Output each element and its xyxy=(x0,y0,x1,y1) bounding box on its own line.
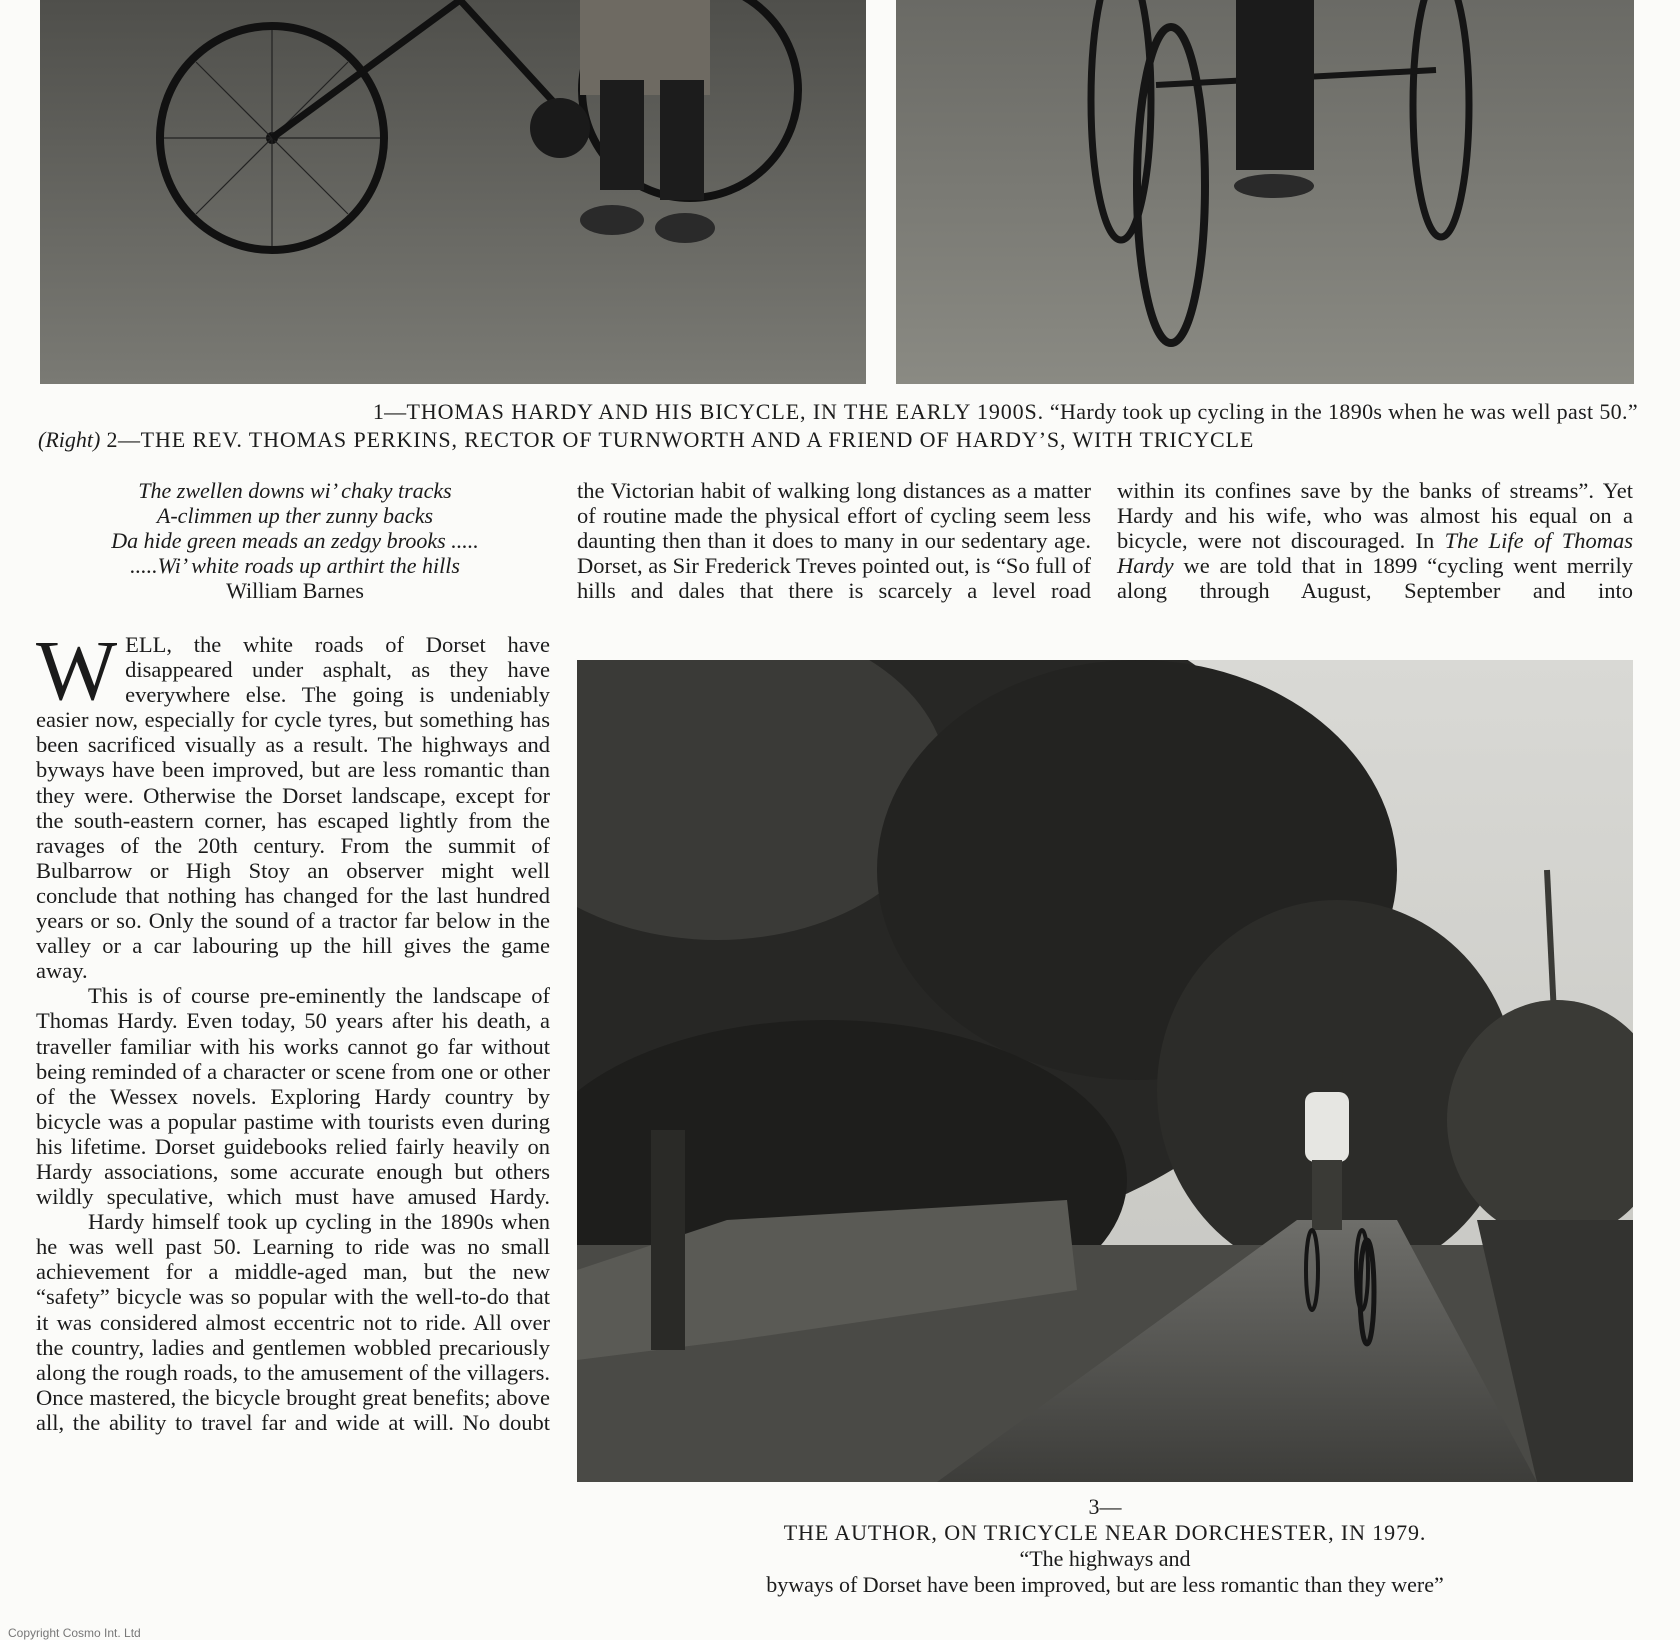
poem-attribution: William Barnes xyxy=(226,578,364,603)
article-column-3 xyxy=(1117,478,1633,603)
caption-line: byways of Dorset have been improved, but are less romantic than they were” xyxy=(766,1572,1444,1597)
paragraph: the Victorian habit of walking long distances as a matter of routine made the physical effort of cycling seem less daunting then than it does to many in our sedentary age. Dorset, as Sir Frederick Treves pointed out, is “So full of hills and dales that there is scarcely a level road xyxy=(577,478,1091,604)
paragraph: within its confines save by the banks of streams”. Yet Hardy and his wife, who was almost his equal on a bicycle, were not discouraged. In The Life of Thomas Hardy we are told that in 1899 “cycling went merrily along through August, September and into xyxy=(1117,478,1634,604)
drop-cap: W xyxy=(36,622,118,718)
paragraph: This is of course pre-eminently the landscape of Thomas Hardy. Even today, 50 years after his death, a traveller familiar with his works cannot go far without being reminded of a character or scene from one or other of the Wessex novels. Exploring Hardy country by bicycle was a popular pastime with tourists even during his lifetime. Dorset guidebooks relied fairly heavily on Hardy associations, some accurate enough but others wildly speculative, which must have amused Hardy. xyxy=(36,983,550,1210)
photo-perkins-tricycle xyxy=(896,0,1634,384)
article-column-1 xyxy=(36,622,550,1435)
caption-figure-3 xyxy=(574,1494,1636,1598)
article-column-2 xyxy=(577,478,1091,603)
poem-line: Da hide green meads an zedgy brooks ..... xyxy=(111,528,479,553)
paragraph: Hardy himself took up cycling in the 1890s when he was well past 50. Learning to ride was no small achievement for a middle-aged man, but the new “safety” bicycle was so popular with the well-to-do that it was considered almost eccentric not to ride. All over the country, ladies and gentlemen wobbled precariously along the rough roads, to the amusement of the villagers. Once mastered, the bicycle brought great benefits; above all, the ability to travel far and wide at will. No doubt xyxy=(36,1209,550,1435)
poem-line: A-climmen up ther zunny backs xyxy=(156,503,434,528)
paragraph: WELL, the white roads of Dorset have disappeared under asphalt, as they have everywhere else. The going is undeniably easier now, especially for cycle tyres, but something has been sacrificed visually as a result. The highways and byways have been improved, but are less romantic than they were. Otherwise the Dorset landscape, except for the south-eastern corner, has escaped lightly from the ravages of the 20th century. From the summit of Bulbarrow or High Stoy an observer might well conclude that nothing has changed for the last hundred years or so. Only the sound of a tractor far below in the valley or a car labouring up the hill gives the game away. xyxy=(36,622,550,984)
photo-hardy-bicycle xyxy=(40,0,866,384)
poem-line: .....Wi’ white roads up arthirt the hills xyxy=(130,553,460,578)
caption-line: 3— THE AUTHOR, ON TRICYCLE NEAR DORCHESTER, IN 1979. “The highways and xyxy=(783,1494,1427,1571)
book-title: The Life of Thomas Hardy xyxy=(1117,528,1633,579)
caption-figure-2: (Right) 2—THE REV. THOMAS PERKINS, RECTOR OF TURNWORTH AND A FRIEND OF HARDY’S, WITH TRICYCLE xyxy=(38,427,1255,452)
caption-figure-1: 1—THOMAS HARDY AND HIS BICYCLE, IN THE EARLY 1900S. “Hardy took up cycling in the 1890s when he was well past 50.” xyxy=(372,399,1638,424)
top-captions xyxy=(38,398,1638,454)
photo-author-tricycle xyxy=(577,660,1633,1482)
poem-epigraph xyxy=(40,478,550,603)
poem-line: The zwellen downs wi’ chaky tracks xyxy=(138,478,452,503)
copyright-notice: Copyright Cosmo Int. Ltd xyxy=(8,1626,141,1640)
